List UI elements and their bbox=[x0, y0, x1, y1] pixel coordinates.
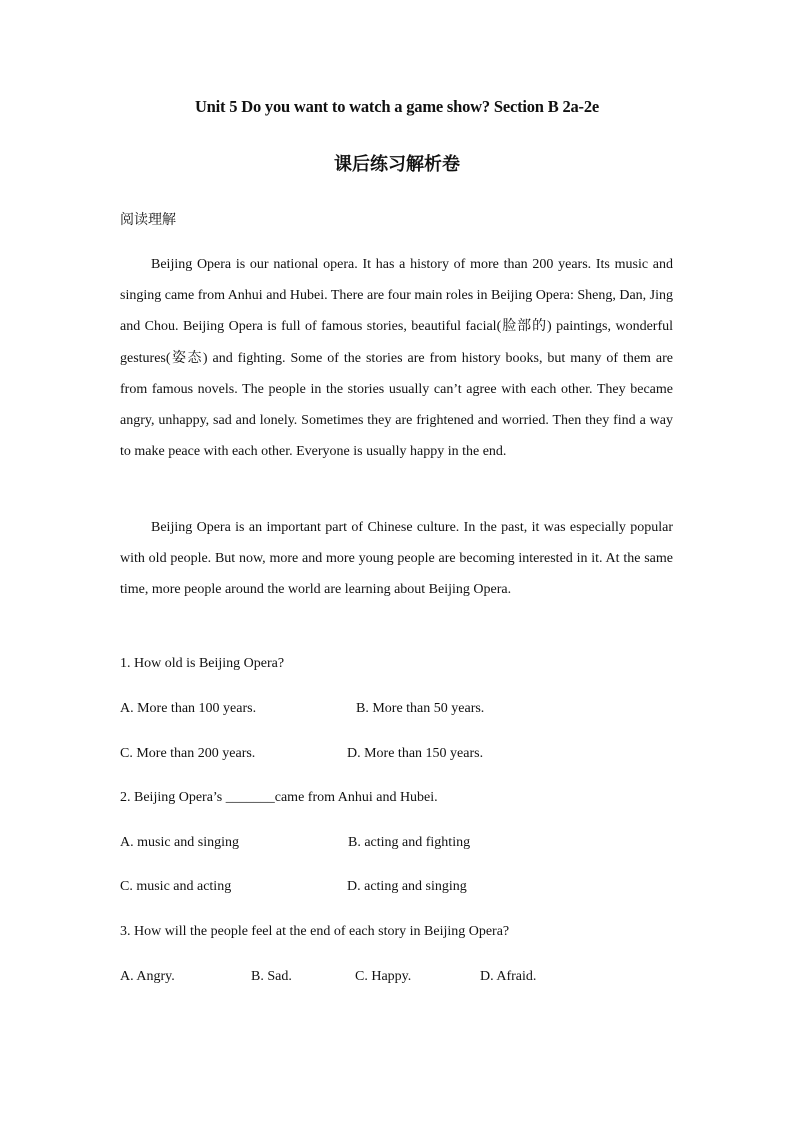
question-3-stem: 3. How will the people feel at the end of each story in Beijing Opera? bbox=[120, 924, 510, 939]
document-title: Unit 5 Do you want to watch a game show? Section B 2a-2e bbox=[194, 97, 600, 116]
question-3-option-b: B. Sad. bbox=[251, 969, 292, 984]
document-subtitle: 课后练习解析卷 bbox=[334, 154, 460, 175]
question-2-option-b: B. acting and fighting bbox=[348, 835, 471, 850]
question-1-option-c: C. More than 200 years. bbox=[120, 746, 256, 761]
question-2-option-a: A. music and singing bbox=[120, 835, 239, 850]
passage-paragraph-1: Beijing Opera is our national opera. It has a history of more than 200 years. Its music and singing came from Anhui and Hubei. There are four main roles in Beijing Opera: Sheng, Dan, Jing and Chou. Beijing Opera is full of famous stories, beautiful facial(脸部的) paintings, wonderful gestures(姿态) and fighting. Some of the stories are from history books, but many of them are from famous novels. The people in the stories usually can’t agree with each other. They became angry, unhappy, sad and lonely. Sometimes they are frightened and worried. Then they find a way to make peace with each other. Everyone is usually happy in the end. bbox=[120, 257, 673, 460]
question-1-stem: 1. How old is Beijing Opera? bbox=[120, 656, 285, 671]
section-label: 阅读理解 bbox=[120, 212, 176, 228]
question-3-option-d: D. Afraid. bbox=[480, 969, 537, 984]
question-2-option-c: C. music and acting bbox=[120, 879, 232, 894]
question-2-stem: 2. Beijing Opera’s _______came from Anhui and Hubei. bbox=[120, 790, 438, 805]
question-1-option-d: D. More than 150 years. bbox=[347, 746, 484, 761]
question-1-option-b: B. More than 50 years. bbox=[356, 701, 485, 716]
question-2-option-d: D. acting and singing bbox=[347, 879, 467, 894]
question-3-option-a: A. Angry. bbox=[120, 969, 175, 984]
question-3-option-c: C. Happy. bbox=[355, 969, 412, 984]
passage-paragraph-2: Beijing Opera is an important part of Chinese culture. In the past, it was especially popular with old people. But now, more and more young people are becoming interested in it. At the same time, more people around the world are learning about Beijing Opera. bbox=[120, 520, 673, 598]
question-1-option-a: A. More than 100 years. bbox=[120, 701, 257, 716]
